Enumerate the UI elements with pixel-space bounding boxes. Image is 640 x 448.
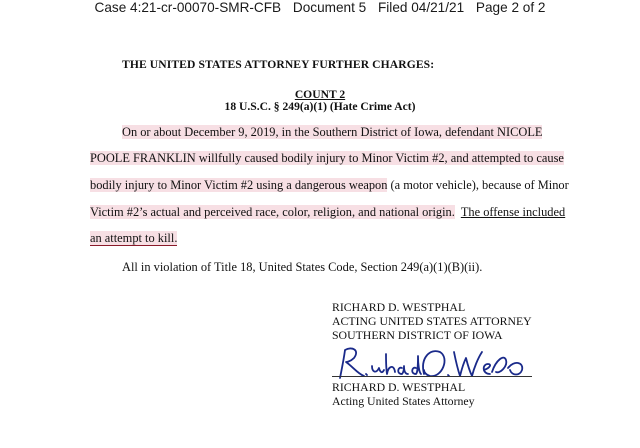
further-charges-heading: THE UNITED STATES ATTORNEY FURTHER CHARGES: (122, 58, 435, 71)
case-number: Case 4:21-cr-00070-SMR-CFB (94, 0, 282, 15)
filed-date: Filed 04/21/21 (377, 0, 465, 15)
highlighted-text: bodily injury to Minor Victim #2 using a dangerous weapon (90, 178, 388, 192)
count-title: COUNT 2 (294, 88, 346, 101)
page-header (0, 0, 640, 16)
paragraph-line-2 (90, 150, 564, 166)
paragraph-line-1 (122, 124, 542, 140)
signer-name-top: RICHARD D. WESTPHAL (332, 300, 466, 314)
plain-text: (a motor vehicle), because of Minor (387, 178, 569, 192)
highlighted-period: . (174, 231, 178, 245)
signer-district: SOUTHERN DISTRICT OF IOWA (332, 328, 503, 342)
highlighted-text: Victim #2’s actual and perceived race, color, religion, and national origin. (90, 205, 455, 219)
paragraph-line-5 (90, 230, 177, 246)
signer-title-top: ACTING UNITED STATES ATTORNEY (332, 314, 532, 328)
paragraph-line-4 (90, 204, 565, 220)
statute-citation: 18 U.S.C. § 249(a)(1) (Hate Crime Act) (224, 100, 416, 113)
highlighted-text: On or about December 9, 2019, in the Southern District of Iowa, defendant NICOLE (122, 125, 543, 139)
highlighted-text: POOLE FRANKLIN willfully caused bodily injury to Minor Victim #2, and attempted to cause (90, 151, 564, 165)
paragraph-line-3 (90, 177, 569, 193)
signer-title-bottom: Acting United States Attorney (332, 394, 475, 408)
violation-statement: All in violation of Title 18, United States Code, Section 249(a)(1)(B)(ii). (122, 260, 483, 274)
page-number: Page 2 of 2 (475, 0, 546, 15)
highlighted-underlined-text: an attempt to kill (90, 231, 175, 245)
underlined-text: The offense included (460, 205, 566, 219)
document-number: Document 5 (292, 0, 367, 15)
signature-line (332, 376, 532, 377)
signer-name-bottom: RICHARD D. WESTPHAL (332, 380, 466, 394)
